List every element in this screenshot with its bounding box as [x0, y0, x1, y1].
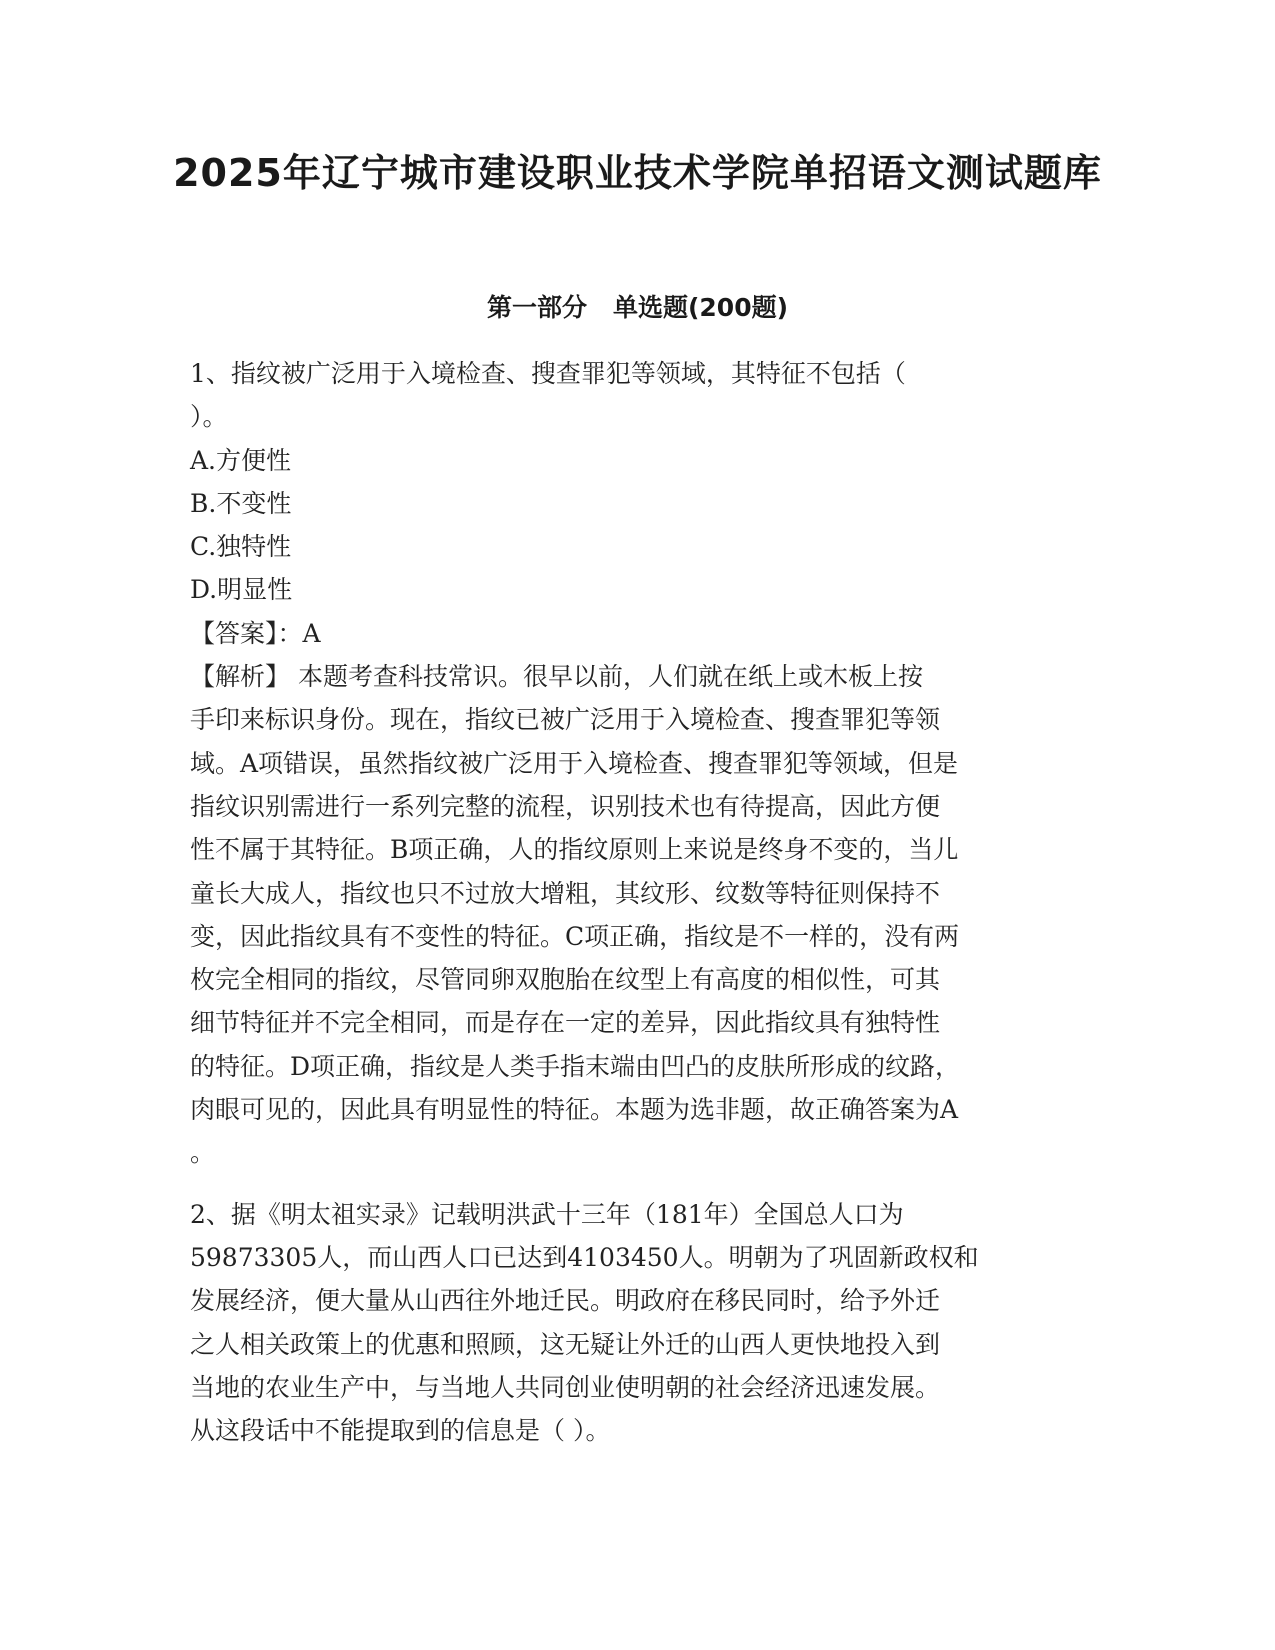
section-heading — [0, 290, 1275, 326]
analysis-line: 肉眼可见的，因此具有明显性的特征。本题为选非题，故正确答案为A — [190, 1095, 959, 1125]
question-2 — [190, 1193, 1075, 1453]
option-b: B.不变性 — [190, 488, 292, 518]
answer: 【答案】：A — [190, 618, 321, 648]
option-d: D.明显性 — [190, 575, 293, 605]
question-1 — [190, 352, 1075, 1175]
analysis-line: 域。A项错误，虽然指纹被广泛用于入境检查、搜查罪犯等领域，但是 — [190, 748, 959, 778]
analysis-line: 的特征。D项正确，指纹是人类手指末端由凹凸的皮肤所形成的纹路， — [190, 1051, 961, 1081]
document-title: 2025年辽宁城市建设职业技术学院单招语文测试题库 — [173, 151, 1102, 195]
question-stem-line: 之人相关政策上的优惠和照顾，这无疑让外迁的山西人更快地投入到 — [190, 1329, 941, 1359]
question-stem-line: 1、指纹被广泛用于入境检查、搜查罪犯等领域，其特征不包括（ — [190, 359, 906, 388]
analysis-line: 枚完全相同的指纹，尽管同卵双胞胎在纹型上有高度的相似性，可其 — [190, 965, 941, 995]
analysis-line: 细节特征并不完全相同，而是存在一定的差异，因此指纹具有独特性 — [190, 1008, 941, 1038]
analysis-line: 手印来标识身份。现在，指纹已被广泛用于入境检查、搜查罪犯等领 — [190, 705, 941, 735]
question-list — [190, 352, 1075, 1452]
option-a: A.方便性 — [190, 445, 292, 475]
section-name: 单选题(200题) — [612, 293, 789, 322]
analysis-line: 童长大成人，指纹也只不过放大增粗，其纹形、纹数等特征则保持不 — [190, 878, 941, 908]
analysis-line: 变，因此指纹具有不变性的特征。C项正确，指纹是不一样的，没有两 — [190, 921, 960, 951]
question-stem-line: 59873305人，而山西人口已达到4103450人。明朝为了巩固新政权和 — [190, 1242, 979, 1272]
question-stem-line: 2、据《明太祖实录》记载明洪武十三年（181年）全国总人口为 — [190, 1199, 904, 1229]
analysis-line: 指纹识别需进行一系列完整的流程，识别技术也有待提高，因此方便 — [190, 791, 941, 821]
question-stem-line: ）。 — [190, 402, 228, 432]
question-stem-line: 从这段话中不能提取到的信息是（ ）。 — [190, 1416, 611, 1446]
section-part: 第一部分 — [486, 293, 587, 322]
option-c: C.独特性 — [190, 532, 292, 562]
question-stem-line: 发展经济，便大量从山西往外地迁民。明政府在移民同时，给予外迁 — [190, 1286, 941, 1316]
analysis-line: 。 — [190, 1138, 216, 1168]
analysis-line: 【解析】 本题考查科技常识。很早以前，人们就在纸上或木板上按 — [190, 662, 923, 692]
question-stem-line: 当地的农业生产中，与当地人共同创业使明朝的社会经济迅速发展。 — [190, 1372, 941, 1402]
analysis-line: 性不属于其特征。B项正确，人的指纹原则上来说是终身不变的，当儿 — [190, 835, 959, 865]
